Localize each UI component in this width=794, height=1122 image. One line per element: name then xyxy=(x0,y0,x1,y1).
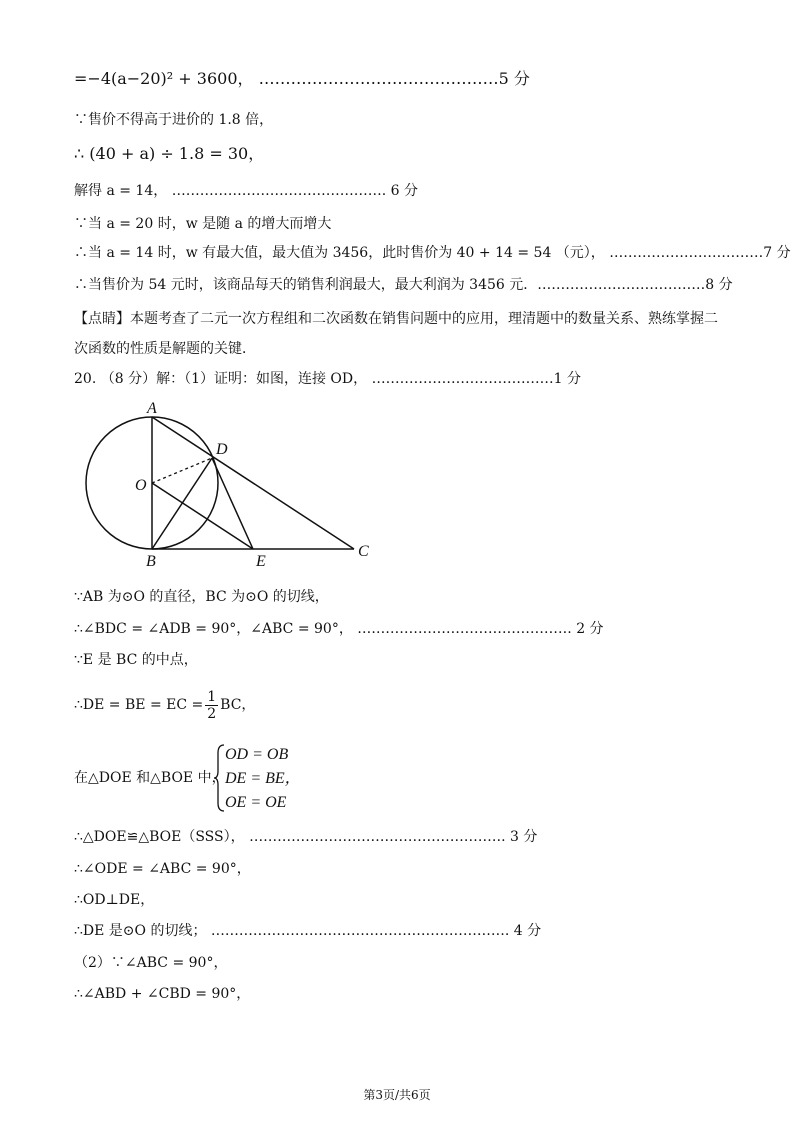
system-eq-3: OE = OE xyxy=(225,794,287,811)
text-line-10: 20. （8 分）解：（1）证明：如图，连接 OD， …………………………………1 分 xyxy=(74,371,581,387)
fraction-prefix: ∴DE = BE = EC = xyxy=(74,697,204,713)
system-eq-2: DE = BE， xyxy=(225,770,301,787)
fraction-suffix: BC， xyxy=(220,697,256,713)
text-line-12: ∴∠BDC = ∠ADB = 90°，∠ABC = 90°， ………………………………………. 2 分 xyxy=(74,621,604,637)
geometry-figure xyxy=(84,398,384,573)
page-footer: 第3页/共6页 xyxy=(363,1088,431,1102)
text-line-19: ∴DE 是⊙O 的切线； ………………………………………………………. 4 分 xyxy=(74,923,542,939)
label-b: B xyxy=(146,553,156,570)
text-line-20: （2）∵∠ABC = 90°， xyxy=(74,955,228,971)
text-line-1: =−4(a−20)² + 3600， ………………………………………5 分 xyxy=(74,69,530,88)
segment-ac xyxy=(152,417,354,549)
text-line-3: ∴ (40 + a) ÷ 1.8 = 30， xyxy=(74,144,265,163)
segment-bd xyxy=(152,458,212,549)
label-c: C xyxy=(358,543,369,560)
text-line-11: ∵AB 为⊙O 的直径，BC 为⊙O 的切线， xyxy=(74,589,329,605)
label-e: E xyxy=(256,553,266,570)
text-line-9: 次函数的性质是解题的关键． xyxy=(74,341,256,357)
fraction-half xyxy=(205,689,218,722)
text-line-6: ∴当 a = 14 时，w 有最大值，最大值为 3456，此时售价为 40 + 14 = 54 （元）， ……………………………7 分 xyxy=(74,245,791,261)
fraction-denominator: 2 xyxy=(207,705,217,722)
text-line-2: ∵售价不得高于进价的 1.8 倍， xyxy=(74,112,274,128)
text-line-14 xyxy=(74,688,255,722)
text-line-18: ∴OD⊥DE， xyxy=(74,892,155,908)
system-eq-1: OD = OB xyxy=(225,746,289,763)
text-line-15: 在△DOE 和△BOE 中， xyxy=(74,770,226,786)
label-o: O xyxy=(135,477,147,494)
text-line-7: ∴当售价为 54 元时，该商品每天的销售利润最大，最大利润为 3456 元．………………………………8 分 xyxy=(74,277,733,293)
text-line-21: ∴∠ABD + ∠CBD = 90°， xyxy=(74,986,251,1002)
text-line-13: ∵E 是 BC 的中点， xyxy=(74,652,198,668)
text-line-16: ∴△DOE≌△BOE（SSS）， ………………………………………………. 3 分 xyxy=(74,829,538,845)
label-a: A xyxy=(147,400,157,417)
text-line-8: 【点睛】本题考查了二元一次方程组和二次函数在销售问题中的应用，理清题中的数量关系、熟练掌握二 xyxy=(74,311,718,327)
text-line-5: ∵当 a = 20 时，w 是随 a 的增大而增大 xyxy=(74,216,332,232)
text-line-4: 解得 a = 14， ………………………………………. 6 分 xyxy=(74,183,418,199)
text-line-17: ∴∠ODE = ∠ABC = 90°， xyxy=(74,861,251,877)
fraction-numerator: 1 xyxy=(207,688,217,705)
label-d: D xyxy=(216,441,228,458)
